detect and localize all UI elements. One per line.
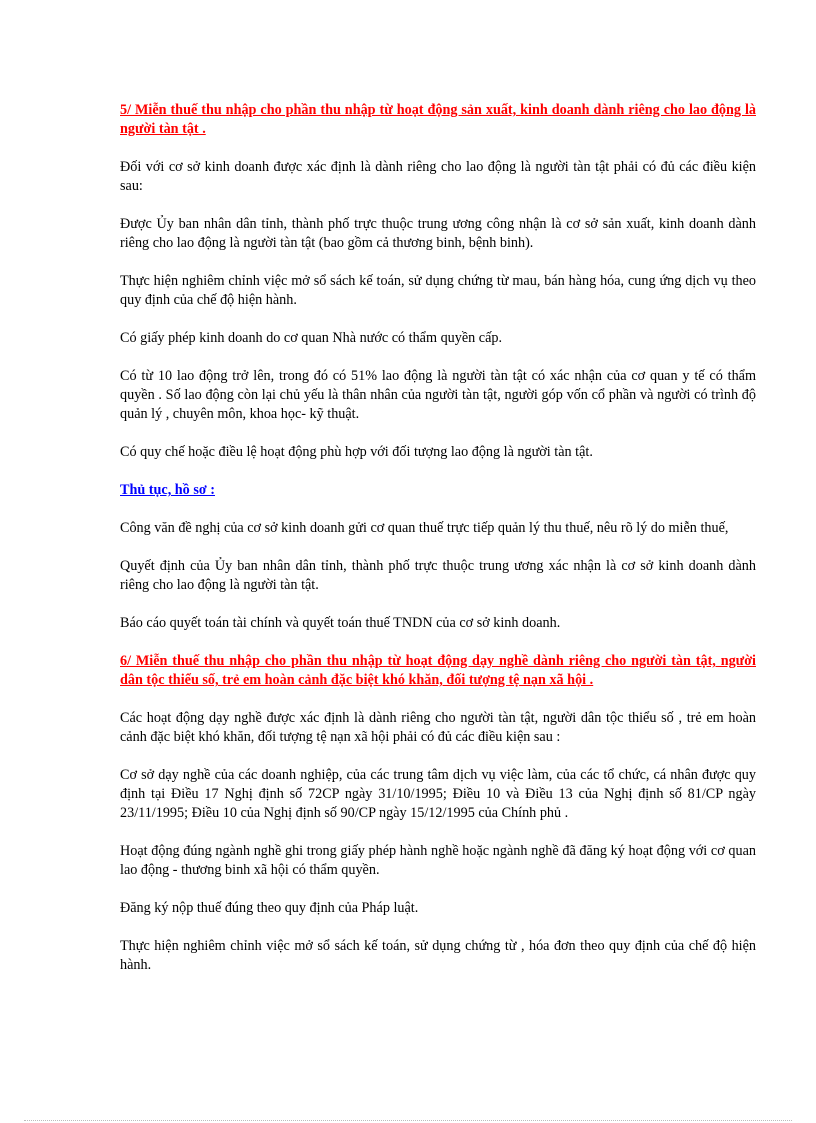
- procedure-heading: Thủ tục, hồ sơ :: [120, 482, 215, 498]
- paragraph: Các hoạt động dạy nghề được xác định là dành riêng cho người tàn tật, người dân tộc thiểu số , trẻ em hoàn cảnh đặc biệt khó khăn, đối tượng tệ nạn xã hội phải có đủ các điều kiện sau :: [120, 710, 756, 745]
- paragraph: Có giấy phép kinh doanh do cơ quan Nhà nước có thẩm quyền cấp.: [120, 330, 503, 346]
- paragraph: Thực hiện nghiêm chỉnh việc mở sổ sách kế toán, sử dụng chứng từ , hóa đơn theo quy định của chế độ hiện hành.: [120, 938, 756, 973]
- section-5-heading: 5/ Miễn thuế thu nhập cho phần thu nhập từ hoạt động sản xuất, kinh doanh dành riêng cho lao động là người tàn tật .: [120, 102, 756, 137]
- paragraph: Đăng ký nộp thuế đúng theo quy định của Pháp luật.: [120, 900, 419, 916]
- paragraph: Hoạt động đúng ngành nghề ghi trong giấy phép hành nghề hoặc ngành nghề đã đăng ký hoạt động với cơ quan lao động - thương binh xã hội có thẩm quyền.: [120, 843, 756, 878]
- paragraph: Có từ 10 lao động trở lên, trong đó có 51% lao động là người tàn tật có xác nhận của cơ quan y tế có thẩm quyền . Số lao động còn lại chủ yếu là thân nhân của người tàn tật, người góp vốn cổ phần và người có trình độ quản lý , chuyên môn, khoa học- kỹ thuật.: [120, 368, 756, 422]
- paragraph: Đối với cơ sở kinh doanh được xác định là dành riêng cho lao động là người tàn tật phải có đủ các điều kiện sau:: [120, 159, 756, 194]
- paragraph: Báo cáo quyết toán tài chính và quyết toán thuế TNDN của cơ sở kinh doanh.: [120, 615, 561, 631]
- section-6-heading: 6/ Miễn thuế thu nhập cho phần thu nhập từ hoạt động dạy nghề dành riêng cho người tàn tật, người dân tộc thiểu số, trẻ em hoàn cảnh đặc biệt khó khăn, đối tượng tệ nạn xã hội .: [120, 653, 756, 688]
- paragraph: Quyết định của Ủy ban nhân dân tỉnh, thành phố trực thuộc trung ương xác nhận là cơ sở kinh doanh dành riêng cho lao động là người tàn tật.: [120, 558, 756, 593]
- paragraph: Có quy chế hoặc điều lệ hoạt động phù hợp với đối tượng lao động là người tàn tật.: [120, 444, 593, 460]
- paragraph: Được Ủy ban nhân dân tỉnh, thành phố trực thuộc trung ương công nhận là cơ sở sản xuất, kinh doanh dành riêng cho lao động là người tàn tật (bao gồm cả thương binh, bệnh binh).: [120, 216, 756, 251]
- paragraph: Công văn đề nghị của cơ sở kinh doanh gửi cơ quan thuế trực tiếp quản lý thu thuế, nêu rõ lý do miễn thuế,: [120, 520, 729, 536]
- page-bottom-divider: [24, 1120, 792, 1121]
- document-body: [120, 101, 756, 975]
- paragraph: Cơ sở dạy nghề của các doanh nghiệp, của các trung tâm dịch vụ việc làm, của các tổ chức, cá nhân được quy định tại Điều 17 Nghị định số 72CP ngày 31/10/1995; Điều 10 và Điều 13 của Nghị định số 81/CP ngày 23/11/1995; Điều 10 của Nghị định số 90/CP ngày 15/12/1995 của Chính phủ .: [120, 767, 756, 821]
- paragraph: Thực hiện nghiêm chỉnh việc mở sổ sách kế toán, sử dụng chứng từ mau, bán hàng hóa, cung ứng dịch vụ theo quy định của chế độ hiện hành.: [120, 273, 756, 308]
